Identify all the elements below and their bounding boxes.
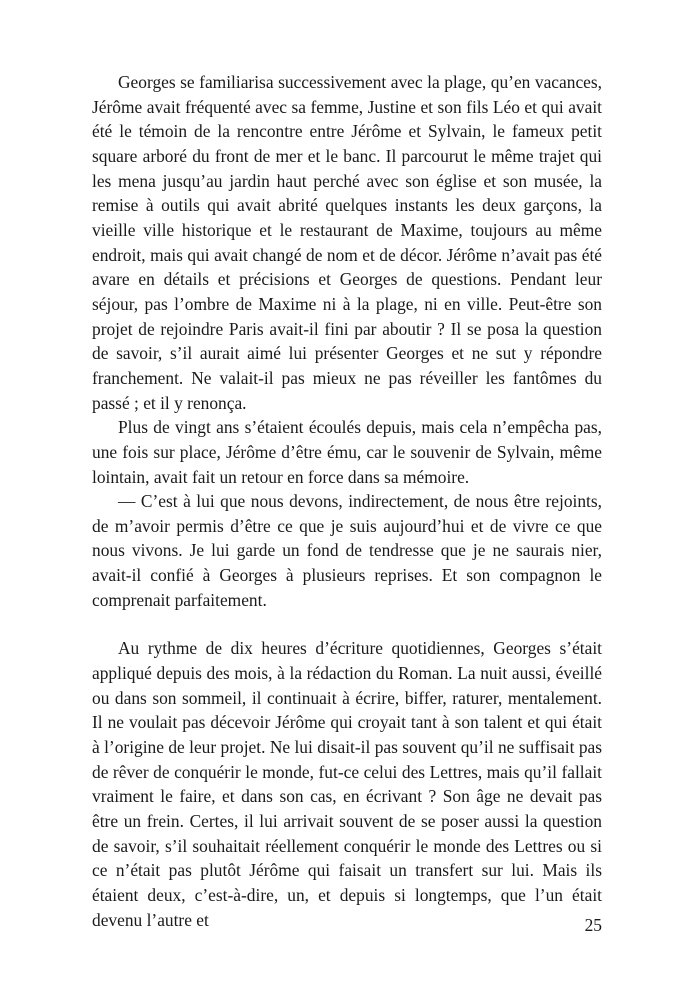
paragraph: Plus de vingt ans s’étaient écoulés depuis, mais cela n’empêcha pas, une fois sur place, Jérôme d’être ému, car le souvenir de Sylvain, même lointain, avait fait un retour en force dans sa mémoire. xyxy=(92,417,602,487)
paragraph: Georges se familiarisa successivement avec la plage, qu’en vacances, Jérôme avait fréquenté avec sa femme, Justine et son fils Léo et qui avait été le témoin de la rencontre entre Jérôme et Sylvain, le fameux petit square arboré du front de mer et le banc. Il parcourut le même trajet qui les mena jusqu’au jardin haut perché avec son église et son musée, la remise à outils qui avait abrité quelques instants les deux garçons, la vieille ville historique et le restaurant de Maxime, toujours au même endroit, mais qui avait changé de nom et de décor. Jérôme n’avait pas été avare en détails et précisions et Georges de questions. Pendant leur séjour, pas l’ombre de Maxime ni à la plage, ni en ville. Peut-être son projet de rejoindre Paris avait-il fini par aboutir ? Il se posa la question de savoir, s’il aurait aimé lui présenter Georges et ne sut y répondre franchement. Ne valait-il pas mieux ne pas réveiller les fantômes du passé ; et il y renonça. xyxy=(92,72,602,413)
paragraph: Au rythme de dix heures d’écriture quotidiennes, Georges s’était appliqué depuis des mois, à la rédaction du Roman. La nuit aussi, éveillé ou dans son sommeil, il continuait à écrire, biffer, raturer, mentalement. Il ne voulait pas décevoir Jérôme qui croyait tant à son talent et qui était à l’origine de leur projet. Ne lui disait-il pas souvent qu’il ne suffisait pas de rêver de conquérir le monde, fut-ce celui des Lettres, mais qu’il fallait vraiment le faire, et dans son cas, en écrivant ? Son âge ne devait pas être un frein. Certes, il lui arrivait souvent de se poser aussi la question de savoir, s’il souhaitait réellement conquérir le monde des Lettres ou si ce n’était pas plutôt Jérôme qui faisait un transfert sur lui. Mais ils étaient deux, c’est-à-dire, un, et depuis si longtemps, que l’un était devenu l’autre et xyxy=(92,638,602,930)
dialogue-paragraph: — C’est à lui que nous devons, indirectement, de nous être rejoints, de m’avoir permis d’être ce que je suis aujourd’hui et de vivre ce que nous vivons. Je lui garde un fond de tendresse que je ne saurais nier, avait-il confié à Georges à plusieurs reprises. Et son compagnon le comprenait parfaitement. xyxy=(92,491,602,610)
page-number: 25 xyxy=(584,915,602,935)
page-body xyxy=(92,70,602,932)
